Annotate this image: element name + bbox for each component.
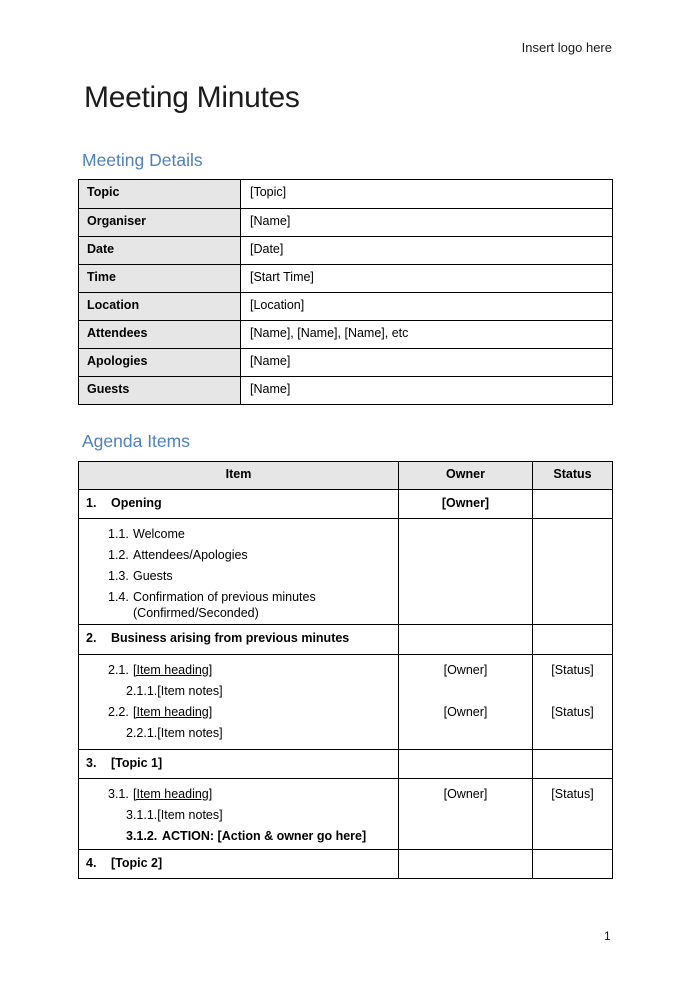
line-spacer	[533, 683, 612, 699]
agenda-action-item: 3.1.2. ACTION: [Action & owner go here]	[126, 829, 367, 843]
details-label-attendees: Attendees	[79, 321, 241, 348]
section-title: Opening	[111, 496, 162, 510]
section-owner[interactable]: [Owner]	[399, 490, 533, 518]
page-number: 1	[604, 929, 611, 943]
status-placeholder[interactable]: [Status]	[551, 787, 594, 801]
agenda-subrow-3	[79, 778, 612, 849]
owner-placeholder[interactable]: [Owner]	[443, 705, 488, 719]
section-number: 1.	[86, 496, 97, 510]
section-owner[interactable]	[399, 750, 533, 778]
details-value-attendees[interactable]: [Name], [Name], [Name], etc	[250, 326, 409, 340]
agenda-section-row-4	[79, 849, 612, 878]
agenda-item-note: 3.1.1. [Item notes]	[126, 808, 223, 822]
agenda-subrow-1	[79, 518, 612, 624]
section-number: 3.	[86, 756, 97, 770]
details-value-date[interactable]: [Date]	[250, 242, 284, 256]
agenda-item-continued: (Confirmed/Seconded)	[133, 606, 259, 620]
section-number: 4.	[86, 856, 97, 870]
line-spacer	[399, 683, 532, 699]
status-placeholder[interactable]: [Status]	[551, 663, 594, 677]
item-heading-placeholder[interactable]: [Item heading]	[133, 787, 213, 801]
details-label-organiser: Organiser	[79, 209, 241, 236]
item-heading-placeholder[interactable]: [Item heading]	[133, 705, 213, 719]
status-placeholder[interactable]: [Status]	[551, 705, 594, 719]
table-row	[79, 180, 612, 208]
section-title: Business arising from previous minutes	[111, 631, 350, 645]
table-row	[79, 348, 612, 376]
section-title[interactable]: [Topic 2]	[111, 856, 163, 870]
subrow-owner-cell	[399, 519, 533, 624]
details-value-time[interactable]: [Start Time]	[250, 270, 314, 284]
agenda-item: 1.4. Confirmation of previous minutes	[108, 590, 316, 604]
details-label-apologies: Apologies	[79, 349, 241, 376]
meeting-details-table	[78, 179, 613, 405]
subrow-status-cell	[533, 655, 612, 749]
agenda-subrow-2	[79, 654, 612, 749]
agenda-item: 3.1. [Item heading]	[108, 787, 213, 801]
table-row	[79, 376, 612, 404]
agenda-section-row-3	[79, 749, 612, 778]
column-header-status: Status	[553, 467, 592, 481]
details-value-location[interactable]: [Location]	[250, 298, 305, 312]
details-value-topic[interactable]: [Topic]	[250, 185, 287, 199]
agenda-item: 1.1. Welcome	[108, 527, 185, 541]
table-row	[79, 320, 612, 348]
owner-placeholder[interactable]: [Owner]	[443, 663, 488, 677]
item-heading-placeholder[interactable]: [Item heading]	[133, 663, 213, 677]
owner-placeholder[interactable]: [Owner]	[443, 787, 488, 801]
column-header-owner: Owner	[399, 462, 533, 489]
agenda-table	[78, 461, 613, 879]
table-row	[79, 208, 612, 236]
details-label-topic: Topic	[79, 180, 241, 208]
table-row	[79, 292, 612, 320]
agenda-item-note: 2.2.1. [Item notes]	[126, 726, 223, 740]
logo-placeholder[interactable]: Insert logo here	[521, 40, 612, 55]
details-label-date: Date	[79, 237, 241, 264]
section-owner[interactable]	[399, 850, 533, 878]
agenda-header-row	[79, 462, 612, 489]
agenda-item: 1.3. Guests	[108, 569, 173, 583]
subrow-status-cell	[533, 519, 612, 624]
details-value-apologies[interactable]: [Name]	[250, 354, 291, 368]
section-number: 2.	[86, 631, 97, 645]
action-placeholder[interactable]: ACTION: [Action & owner go here]	[162, 829, 367, 843]
agenda-section-row-1	[79, 489, 612, 518]
column-header-item: Item	[79, 462, 399, 489]
section-status[interactable]	[533, 625, 612, 654]
section-status[interactable]	[533, 750, 612, 778]
table-row	[79, 264, 612, 292]
agenda-item-note: 2.1.1. [Item notes]	[126, 684, 223, 698]
subrow-owner-cell	[399, 779, 533, 849]
agenda-items-heading: Agenda Items	[82, 431, 190, 451]
table-row	[79, 236, 612, 264]
details-label-location: Location	[79, 293, 241, 320]
agenda-item: 2.2. [Item heading]	[108, 705, 213, 719]
meeting-details-heading: Meeting Details	[82, 150, 203, 170]
details-value-organiser[interactable]: [Name]	[250, 214, 291, 228]
section-title[interactable]: [Topic 1]	[111, 756, 163, 770]
subrow-status-cell	[533, 779, 612, 849]
agenda-item: 1.2. Attendees/Apologies	[108, 548, 248, 562]
agenda-section-row-2	[79, 624, 612, 654]
section-status[interactable]	[533, 850, 612, 878]
details-label-time: Time	[79, 265, 241, 292]
details-label-guests: Guests	[79, 377, 241, 404]
document-title: Meeting Minutes	[84, 81, 300, 114]
section-status[interactable]	[533, 490, 612, 518]
agenda-item: 2.1. [Item heading]	[108, 663, 213, 677]
section-owner[interactable]	[399, 625, 533, 654]
subrow-owner-cell	[399, 655, 533, 749]
details-value-guests[interactable]: [Name]	[250, 382, 291, 396]
